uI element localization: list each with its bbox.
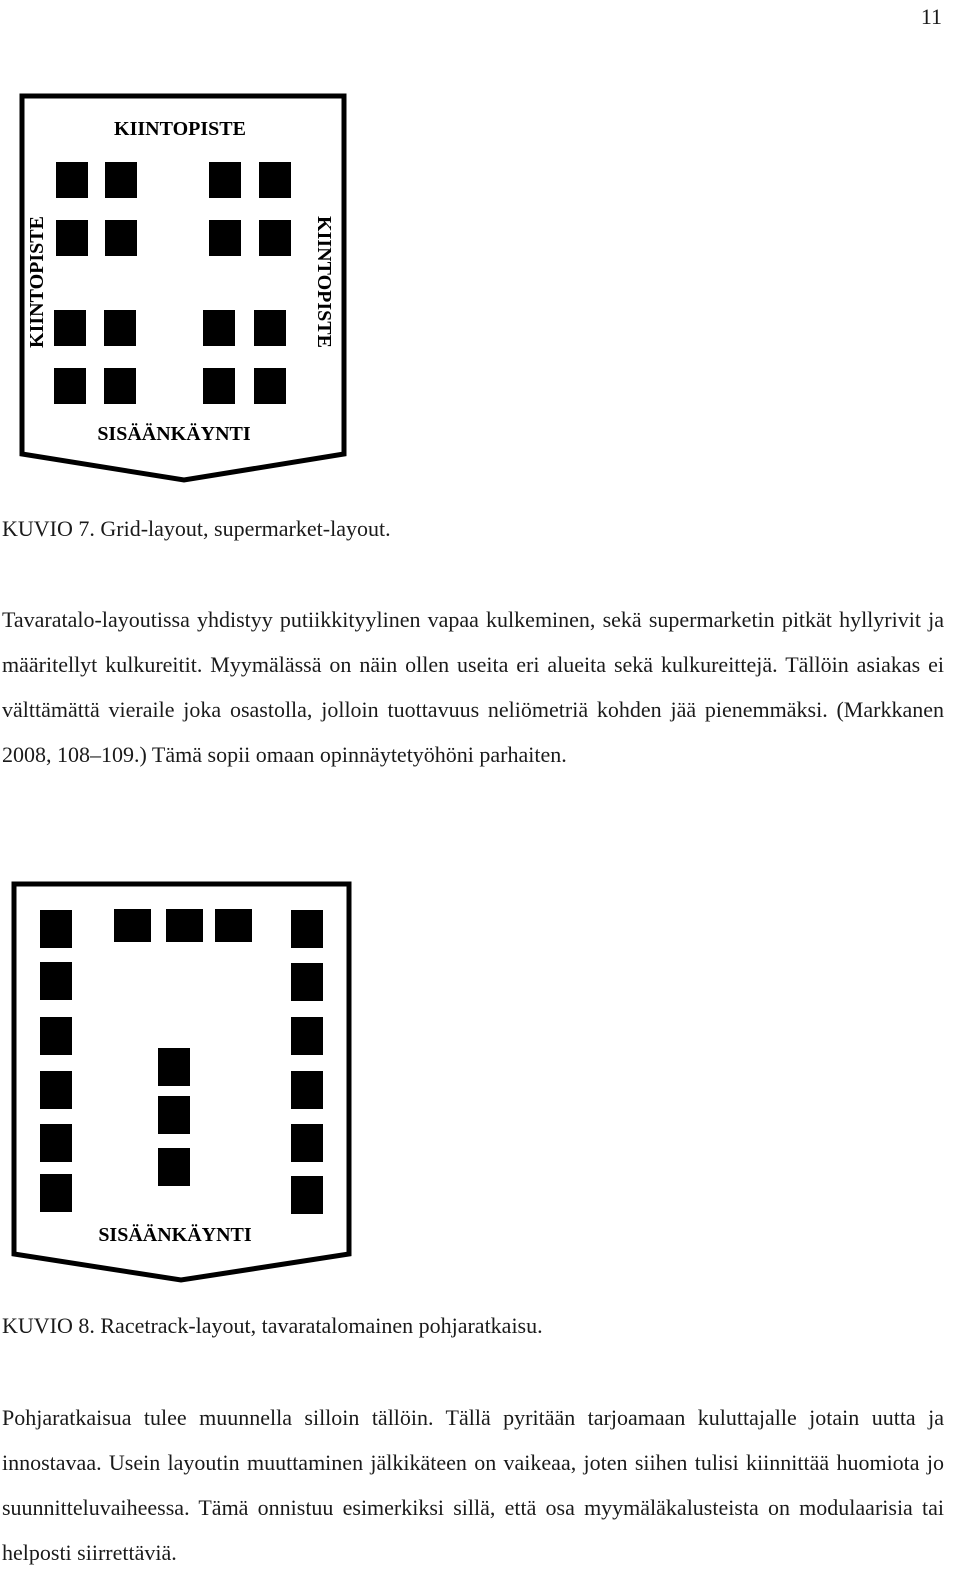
shelf — [158, 1148, 190, 1186]
grid-layout-diagram — [18, 92, 350, 487]
figure-grid-layout — [18, 92, 350, 487]
page-number: 11 — [920, 4, 942, 29]
entrance-label: SISÄÄNKÄYNTI — [98, 1224, 252, 1246]
shelf — [105, 162, 137, 198]
shelf — [40, 1174, 72, 1212]
entrance-label: SISÄÄNKÄYNTI — [97, 423, 251, 445]
shelf — [291, 1071, 323, 1109]
shelf — [56, 220, 88, 256]
shelf — [291, 963, 323, 1001]
shelf — [291, 1176, 323, 1214]
shelf — [166, 909, 203, 942]
shelf — [158, 1048, 190, 1086]
shelf — [259, 162, 291, 198]
shelf — [291, 1124, 323, 1162]
shelf — [254, 310, 286, 346]
shelf — [40, 1124, 72, 1162]
shelf — [203, 310, 235, 346]
shelf — [209, 220, 241, 256]
shelf — [203, 368, 235, 404]
left-fixed-point-label: KIINTOPISTE — [26, 216, 48, 348]
shelf — [158, 1096, 190, 1134]
shelf — [40, 910, 72, 948]
shelf — [215, 909, 252, 942]
shelf — [104, 310, 136, 346]
shelf — [291, 1017, 323, 1055]
shelf — [40, 1017, 72, 1055]
shelf — [40, 1071, 72, 1109]
racetrack-layout-diagram — [10, 880, 355, 1288]
figure8-caption: KUVIO 8. Racetrack-layout, tavaratalomainen pohjaratkaisu. — [2, 1313, 543, 1338]
shelf — [254, 368, 286, 404]
shelf — [54, 368, 86, 404]
shelf — [54, 310, 86, 346]
shelf — [209, 162, 241, 198]
shelf — [259, 220, 291, 256]
figure7-caption: KUVIO 7. Grid-layout, supermarket-layout. — [2, 516, 391, 541]
shelf — [105, 220, 137, 256]
top-fixed-point-label: KIINTOPISTE — [114, 118, 246, 140]
shelf — [114, 909, 151, 942]
paragraph-2: Pohjaratkaisua tulee muunnella silloin tällöin. Tällä pyritään tarjoamaan kuluttajalle jotain uutta ja innostavaa. Usein layoutin muuttaminen jälkikäteen on vaikeaa, joten siihen tulisi kiinnittää huomiota jo suunnitteluvaiheessa. Tämä onnistuu esimerkiksi sillä, että osa myymäläkalusteista on modulaarisia tai helposti siirrettäviä. — [2, 1405, 944, 1565]
shelf — [104, 368, 136, 404]
shelf — [56, 162, 88, 198]
figure-racetrack-layout — [10, 880, 355, 1288]
right-fixed-point-label: KIINTOPISTE — [313, 216, 335, 348]
paragraph-1: Tavaratalo-layoutissa yhdistyy putiikkityylinen vapaa kulkeminen, sekä supermarketin pitkät hyllyrivit ja määritellyt kulkureitit. Myymälässä on näin ollen useita eri alueita sekä kulkureittejä. Tällöin asiakas ei välttämättä vieraile joka osastolla, jolloin tuottavuus neliömetriä kohden jää pienemmäksi. (Markkanen 2008, 108–109.) Tämä sopii omaan opinnäytetyöhöni parhaiten. — [2, 607, 944, 767]
shelf — [291, 910, 323, 948]
shelf — [40, 962, 72, 1000]
